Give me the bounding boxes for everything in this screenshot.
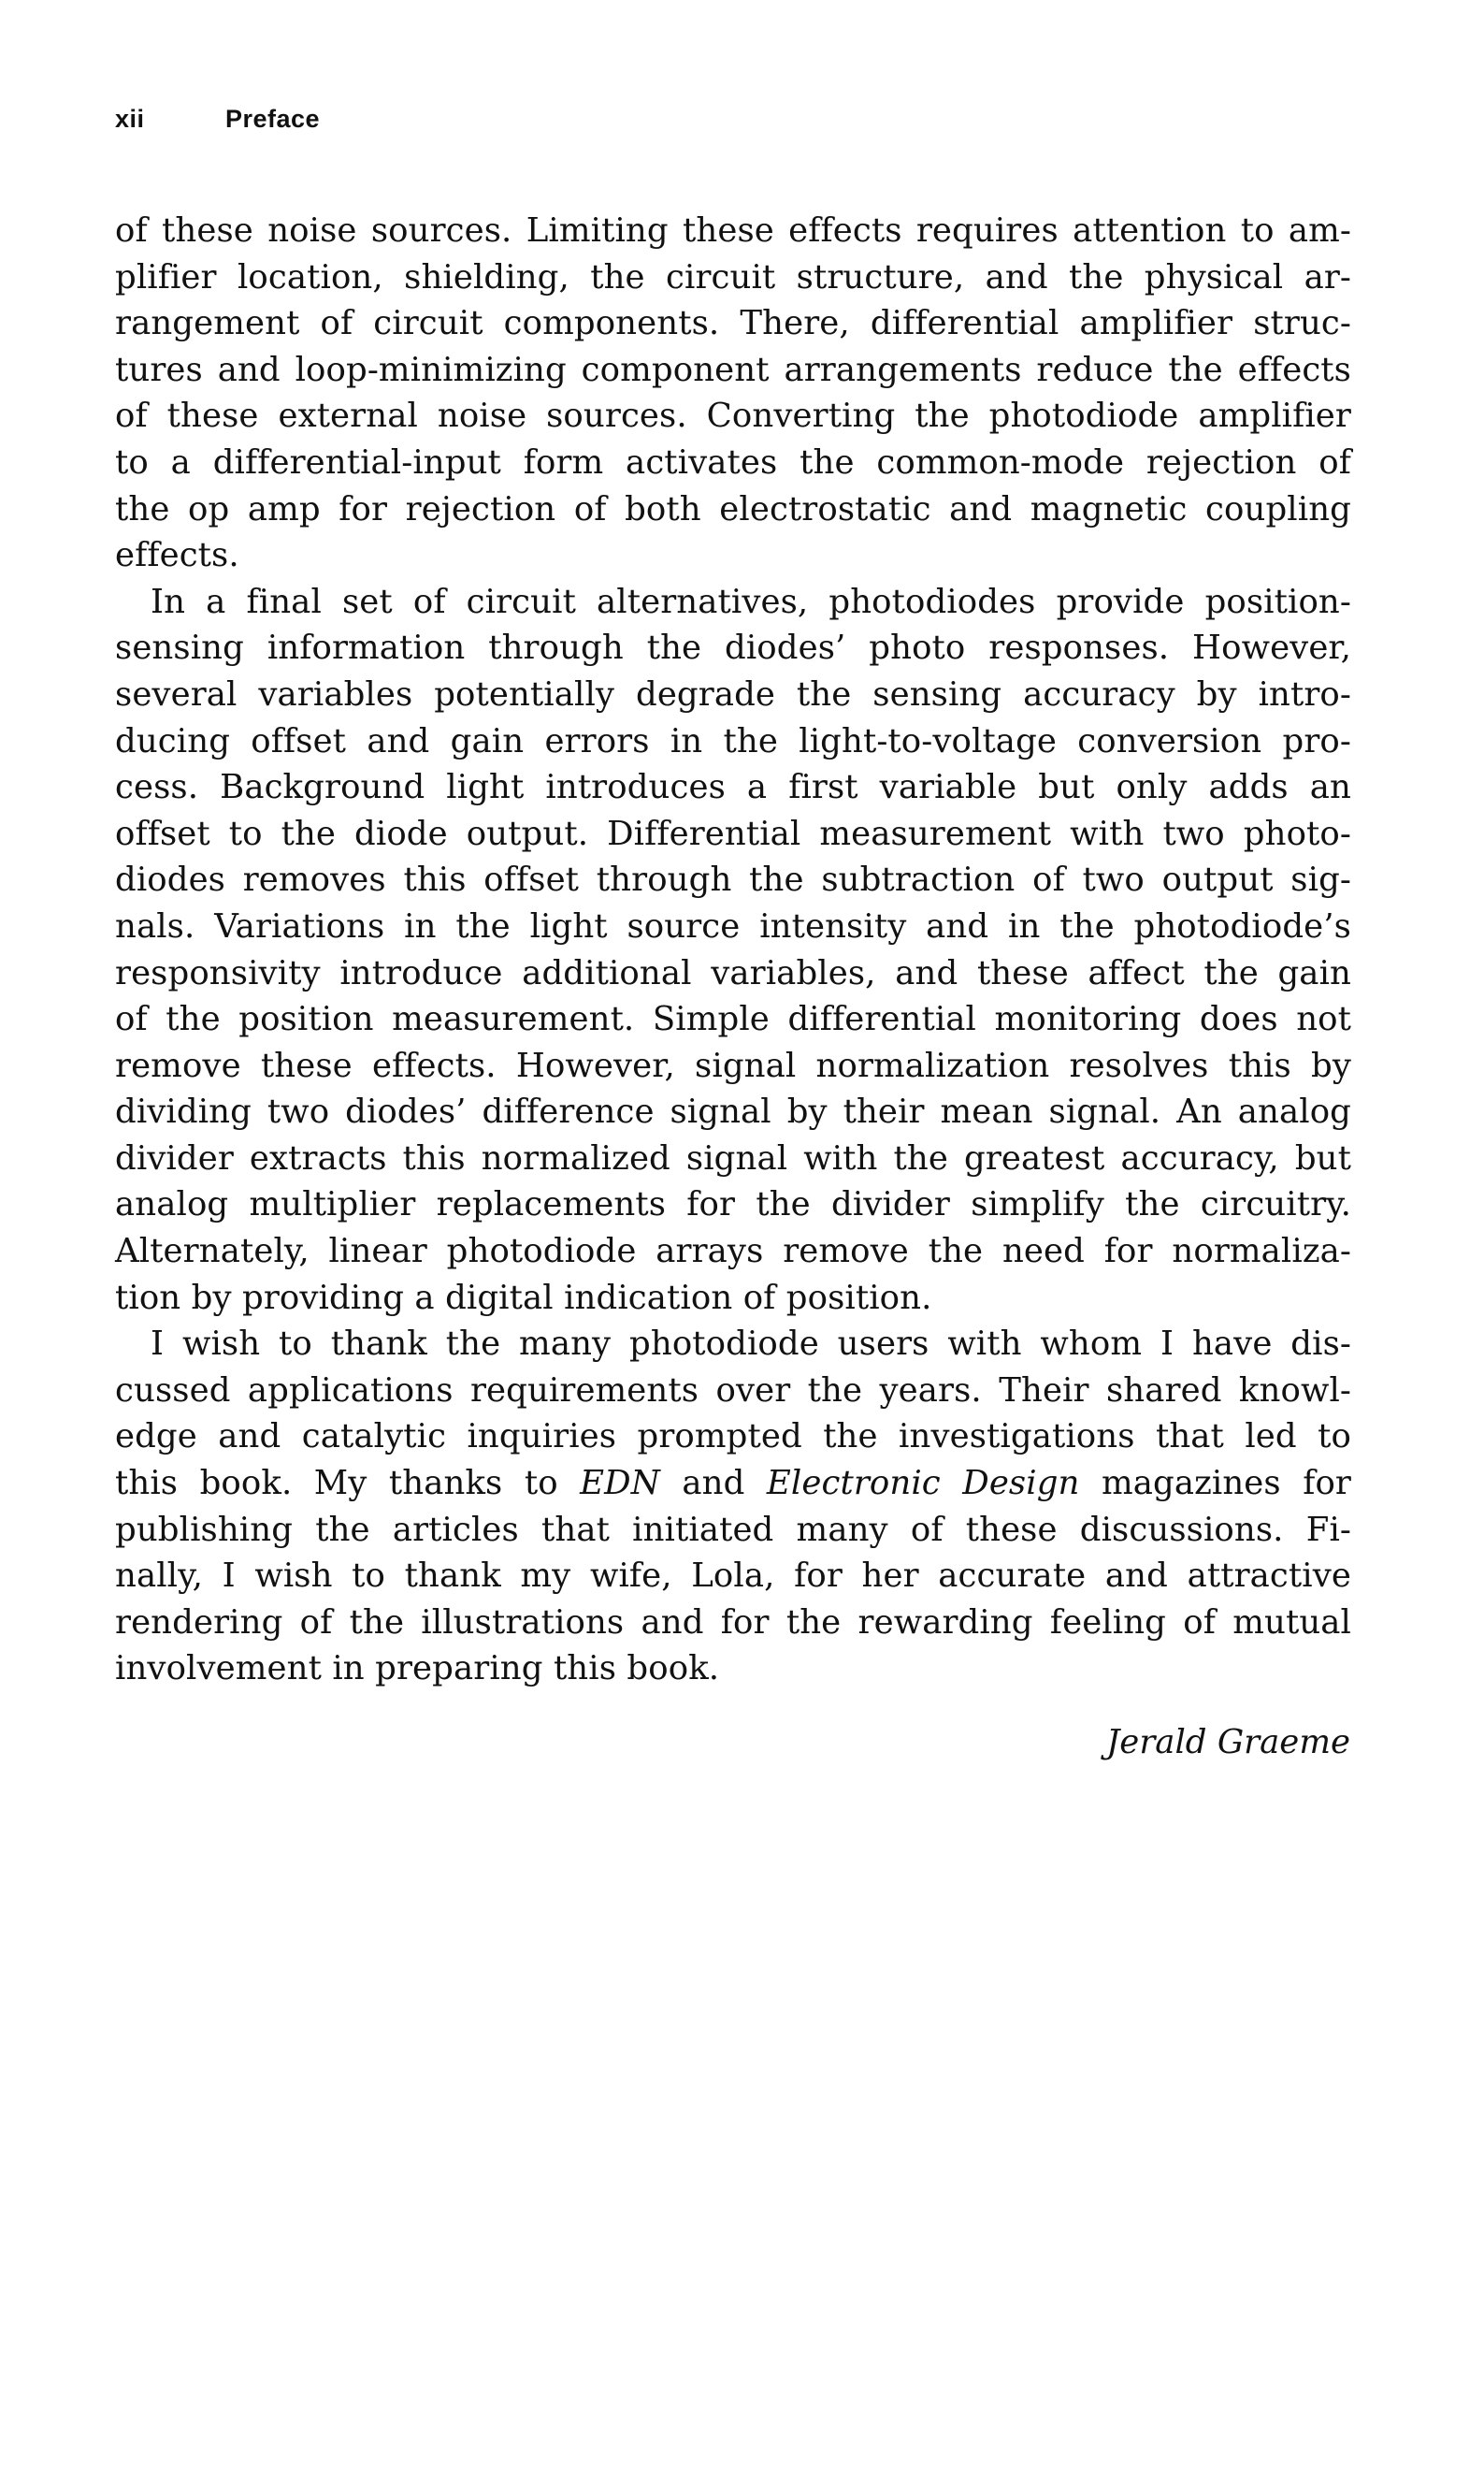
text-line: diodes removes this offset through the subtraction of two output sig- bbox=[115, 861, 1351, 900]
section-title: Preface bbox=[225, 105, 321, 133]
body-text bbox=[115, 208, 1351, 1692]
text-line: involvement in preparing this book. bbox=[115, 1649, 720, 1688]
text-line: sensing information through the diodes’ photo responses. However, bbox=[115, 629, 1351, 668]
text-line: responsivity introduce additional variables, and these affect the gain bbox=[115, 953, 1351, 992]
text-line: of the position measurement. Simple differential monitoring does not bbox=[115, 1000, 1351, 1039]
text-line: publishing the articles that initiated many of these discussions. Fi- bbox=[115, 1510, 1351, 1549]
text-line: ducing offset and gain errors in the light-to-voltage conversion pro- bbox=[115, 721, 1351, 760]
text-line: rendering of the illustrations and for the rewarding feeling of mutual bbox=[115, 1602, 1351, 1642]
text-line: tion by providing a digital indication of position. bbox=[115, 1278, 932, 1317]
text-line: offset to the diode output. Differential measurement with two photo- bbox=[115, 814, 1351, 853]
text-line: plifier location, shielding, the circuit structure, and the physical ar- bbox=[115, 257, 1351, 297]
text-line: analog multiplier replacements for the divider simplify the circuitry. bbox=[115, 1185, 1351, 1224]
text-run: and bbox=[659, 1464, 767, 1503]
text-line: edge and catalytic inquiries prompted the investigations that led to bbox=[115, 1417, 1351, 1456]
text-line: In a final set of circuit alternatives, photodiodes provide position- bbox=[151, 582, 1351, 621]
paragraph bbox=[115, 1321, 1351, 1692]
text-line: tures and loop-minimizing component arrangements reduce the effects bbox=[115, 350, 1351, 389]
text-line: several variables potentially degrade the sensing accuracy by intro- bbox=[115, 674, 1351, 714]
magazine-title-electronic-design: Electronic Design bbox=[766, 1464, 1080, 1503]
text-line: remove these effects. However, signal normalization resolves this by bbox=[115, 1046, 1351, 1085]
text-line bbox=[115, 1460, 1351, 1507]
text-run: magazines for bbox=[1079, 1464, 1351, 1503]
running-head bbox=[115, 105, 320, 134]
text-line: nals. Variations in the light source intensity and in the photodiode’s bbox=[115, 906, 1351, 946]
text-line: of these external noise sources. Converting the photodiode amplifier bbox=[115, 397, 1351, 436]
text-line: the op amp for rejection of both electrostatic and magnetic coupling bbox=[115, 489, 1351, 529]
text-line: rangement of circuit components. There, differential amplifier struc- bbox=[115, 304, 1351, 343]
text-line: nally, I wish to thank my wife, Lola, for her accurate and attractive bbox=[115, 1557, 1351, 1596]
paragraph bbox=[115, 579, 1351, 1322]
text-line: cess. Background light introduces a first variable but only adds an bbox=[115, 768, 1351, 807]
magazine-title-edn: EDN bbox=[580, 1464, 660, 1503]
text-line: of these noise sources. Limiting these effects requires attention to am- bbox=[115, 211, 1351, 250]
text-line: Alternately, linear photodiode arrays remove the need for normaliza- bbox=[115, 1232, 1351, 1271]
paragraph bbox=[115, 208, 1351, 579]
page-number: xii bbox=[115, 105, 145, 133]
text-line: I wish to thank the many photodiode users with whom I have dis- bbox=[151, 1325, 1351, 1364]
text-line: effects. bbox=[115, 536, 239, 575]
text-line: cussed applications requirements over the years. Their shared knowl- bbox=[115, 1370, 1351, 1410]
text-run: this book. My thanks to bbox=[115, 1464, 581, 1503]
text-line: dividing two diodes’ difference signal by their mean signal. An analog bbox=[115, 1093, 1351, 1132]
author-signature: Jerald Graeme bbox=[1106, 1723, 1350, 1761]
text-line: divider extracts this normalized signal with the greatest accuracy, but bbox=[115, 1138, 1351, 1178]
text-line: to a differential-input form activates the common-mode rejection of bbox=[115, 442, 1351, 482]
